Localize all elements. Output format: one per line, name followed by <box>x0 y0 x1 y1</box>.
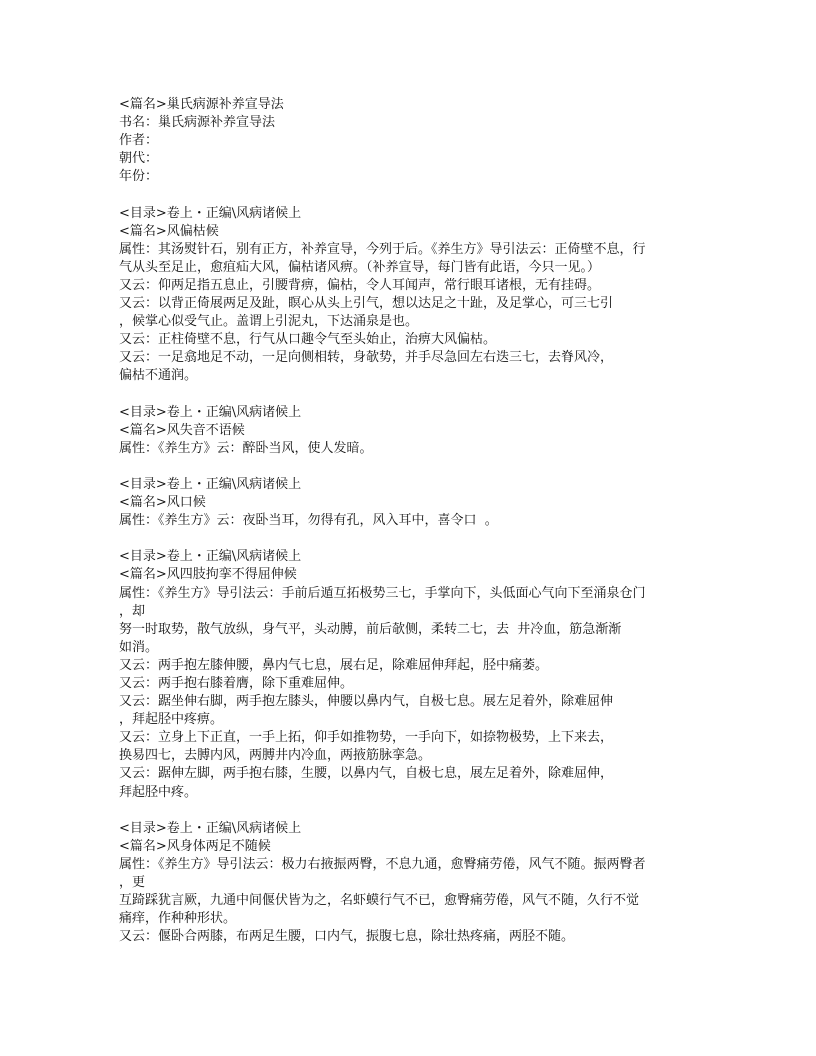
section-title: <篇名>风偏枯候 <box>119 223 219 239</box>
body-line: 属性：《养生方》云：夜卧当耳，勿得有孔，风入耳中，喜令口 。 <box>119 513 498 529</box>
spacer <box>119 386 699 404</box>
section-title: <篇名>风口候 <box>119 495 206 511</box>
header-pian-ming: <篇名>巢氏病源补养宣导法 <box>119 97 284 112</box>
section-feng-kou <box>119 476 699 530</box>
section-feng-si-zhi <box>119 548 699 801</box>
header-author: 作者： <box>119 133 159 149</box>
body-line: 偏枯不通润。 <box>119 368 198 384</box>
section-title: <篇名>风四肢拘挛不得屈伸候 <box>119 567 297 583</box>
body-line: 属性：其汤熨针石，别有正方，补养宣导，今列于后。《养生方》导引法云：正倚壁不息，行 <box>119 241 646 257</box>
spacer <box>119 802 699 820</box>
body-line: 又云：偃卧合两膝，布两足生腰，口内气，振腹七息，除壮热疼痛，两胫不随。 <box>119 929 575 945</box>
body-line: 属性：《养生方》云：醉卧当风，使人发暗。 <box>119 440 373 456</box>
spacer <box>119 530 699 548</box>
body-line: 又云：两手抱右膝着膺，除下重难屈伸。 <box>119 676 354 691</box>
section-title: <篇名>风身体两足不随候 <box>119 838 271 854</box>
body-line: 互踦踩犹言厥，九通中间偃伏皆为之，名虾蟆行气不已，愈臀痛劳倦，风气不随，久行不觉 <box>119 893 640 909</box>
body-line: 努一时取势，散气放纵，身气平，头动膊，前后欹侧，柔转二七，去 井冷血，筋急渐渐 <box>119 621 622 637</box>
body-line: 气从头至足止，愈疽疝大风，偏枯诸风痹。（补养宣导，每门皆有此语，今只一见。） <box>119 259 601 275</box>
section-feng-pian-ku <box>119 205 699 386</box>
body-line: 如消。 <box>119 639 159 655</box>
spacer <box>119 186 699 204</box>
section-title: <篇名>风失音不语候 <box>119 422 245 438</box>
section-catalog: <目录>卷上・正编\风病诸候上 <box>119 404 302 420</box>
body-line: ，拜起胫中疼痹。 <box>119 712 224 728</box>
section-feng-shi-yin <box>119 404 699 458</box>
body-line: 又云：两手抱左膝伸腰，鼻内气七息，展右足，除难屈伸拜起，胫中痛萎。 <box>119 657 549 673</box>
section-catalog: <目录>卷上・正编\风病诸候上 <box>119 476 302 492</box>
body-line: 又云：踞坐伸右脚，两手抱左膝头，伸腰以鼻内气，自极七息。展左足着外，除难屈伸 <box>119 694 614 710</box>
body-line: ，更 <box>119 875 146 891</box>
body-line: 又云：以背正倚展两足及趾，瞑心从头上引气，想以达足之十趾，及足掌心，可三七引 <box>119 296 614 312</box>
header-year: 年份： <box>119 169 159 185</box>
section-catalog: <目录>卷上・正编\风病诸候上 <box>119 549 302 565</box>
body-line: 又云：踞伸左脚，两手抱右膝，生腰，以鼻内气，自极七息，展左足着外，除难屈伸， <box>119 766 614 782</box>
section-catalog: <目录>卷上・正编\风病诸候上 <box>119 820 302 836</box>
body-line: 拜起胫中疼。 <box>119 784 198 800</box>
body-line: 换易四七，去膊内风，两膊井内冷血，两掖筋脉挛急。 <box>119 748 432 764</box>
body-line: ，候掌心似受气止。盖谓上引泥丸，下达涌泉是也。 <box>119 314 419 330</box>
body-line: 属性：《养生方》导引法云：极力右掖振两臀，不息九通，愈臀痛劳倦，风气不随。振两臀者 <box>119 856 646 872</box>
header-dynasty: 朝代： <box>119 151 159 167</box>
spacer <box>119 458 699 476</box>
section-catalog: <目录>卷上・正编\风病诸候上 <box>119 205 302 221</box>
body-line: 痛痒，作种种形状。 <box>119 911 237 927</box>
document-page <box>119 96 699 946</box>
body-line: 又云：一足翕地足不动，一足向侧相转，身欹势，并手尽急回左右迭三七，去脊风冷， <box>119 350 614 366</box>
body-line: 属性：《养生方》导引法云：手前后遁互拓极势三七，手掌向下，头低面心气向下至涌泉仓门 <box>119 585 646 601</box>
body-line: 又云：正柱倚壁不息，行气从口趣令气至头始止，治痹大风偏枯。 <box>119 332 497 348</box>
body-line: 又云：立身上下正直，一手上拓，仰手如推物势，一手向下，如捺物极势，上下来去， <box>119 730 614 746</box>
document-header <box>119 96 699 186</box>
body-line: 又云：仰两足指五息止，引腰背痹，偏枯，令人耳闻声，常行眼耳诸根，无有挂碍。 <box>119 277 601 293</box>
header-book-name: 书名：巢氏病源补养宣导法 <box>119 115 276 131</box>
body-line: ，却 <box>119 603 146 619</box>
section-feng-shen-ti <box>119 820 699 947</box>
